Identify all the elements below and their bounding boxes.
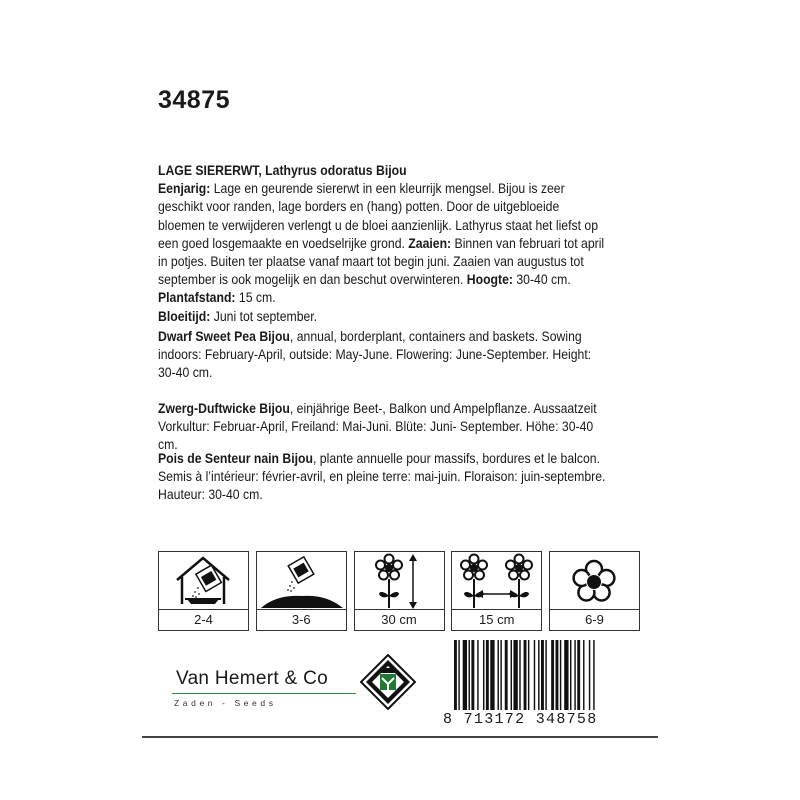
barcode-bar bbox=[490, 640, 494, 710]
sow-outdoors-box bbox=[256, 551, 347, 631]
barcode-bar bbox=[477, 640, 478, 710]
barcode-bar bbox=[564, 640, 568, 710]
dutch-text-1: Lage en geurende siererwt in een kleurrijk mengsel. Bijou is zeer geschikt voor randen, lage borders en (hang) potten. Door de uitgebloeide bloemen te verwijderen verlengt u de bloei aanzienlijk. Lathyrus staat het liefst op een goed losgemaakte en voedselrijke grond. bbox=[158, 181, 599, 251]
dutch-text-4: 15 cm. bbox=[235, 290, 276, 306]
barcode-bar bbox=[541, 640, 544, 710]
plant-spacing-label: 15 cm bbox=[452, 609, 541, 630]
french-description bbox=[158, 450, 608, 505]
barcode-number: 8 713172 348758 bbox=[443, 711, 598, 728]
van-hemert-logo-icon bbox=[360, 654, 416, 710]
barcode-bar bbox=[534, 640, 535, 710]
plant-height-icon bbox=[355, 552, 444, 610]
english-description bbox=[158, 328, 608, 383]
barcode-bar bbox=[524, 640, 527, 710]
flowering-label: 6-9 bbox=[550, 609, 639, 630]
sow-indoors-box bbox=[158, 551, 249, 631]
brand-name: Van Hemert & Co bbox=[176, 668, 328, 689]
barcode-bar bbox=[556, 640, 559, 710]
dutch-title: LAGE SIERERWT, Lathyrus odoratus Bijou bbox=[158, 163, 407, 178]
barcode-bar bbox=[513, 640, 517, 710]
barcode-bar bbox=[593, 640, 594, 710]
barcode-bar bbox=[538, 640, 539, 710]
dutch-text-2: Binnen van februari tot april in potjes. Buiten ter plaatse vanaf maart tot begin juni. Zaaien van augustus tot september is ook mogelijk en dan beschut overwinteren. bbox=[158, 235, 605, 288]
barcode-bar bbox=[570, 640, 571, 710]
label-annual: Eenjarig: bbox=[158, 181, 211, 197]
brand-underline bbox=[172, 693, 356, 694]
barcode-bar bbox=[500, 640, 501, 710]
sow-indoors-icon bbox=[159, 552, 248, 610]
english-text: , annual, borderplant, containers and baskets. Sowing indoors: February-April, outside: May-June. Flowering: June-September. Height: 30-40 cm. bbox=[158, 329, 592, 381]
plant-height-label: 30 cm bbox=[355, 609, 444, 630]
barcode-bar bbox=[498, 640, 499, 710]
plant-height-box bbox=[354, 551, 445, 631]
barcode-bar bbox=[519, 640, 520, 710]
barcode-bar bbox=[511, 640, 512, 710]
barcode bbox=[454, 640, 636, 710]
bottom-divider bbox=[142, 736, 658, 738]
barcode-bar bbox=[469, 640, 470, 710]
english-name: Dwarf Sweet Pea Bijou bbox=[158, 329, 290, 344]
barcode-bar bbox=[577, 640, 580, 710]
barcode-bar bbox=[551, 640, 554, 710]
barcode-bar bbox=[528, 640, 529, 710]
sow-indoors-label: 2-4 bbox=[159, 609, 248, 630]
article-number: 34875 bbox=[158, 86, 231, 114]
french-name: Pois de Senteur nain Bijou bbox=[158, 451, 313, 466]
german-description bbox=[158, 400, 608, 455]
flowering-icon bbox=[550, 552, 639, 610]
barcode-bar bbox=[589, 640, 590, 710]
barcode-bar bbox=[483, 640, 484, 710]
barcode-bar bbox=[505, 640, 508, 710]
barcode-bar bbox=[560, 640, 561, 710]
sow-outdoors-icon bbox=[257, 552, 346, 610]
german-name: Zwerg-Duftwicke Bijou bbox=[158, 401, 290, 416]
french-text: , plante annuelle pour massifs, bordures et le balcon. Semis à l’intérieur: février-avril, en pleine terre: mai-juin. Floraison: juin-septembre. Hauteur: 30-40 cm. bbox=[158, 451, 606, 503]
brand-tagline: Zaden - Seeds bbox=[174, 698, 277, 708]
barcode-bar bbox=[463, 640, 467, 710]
sow-outdoors-label: 3-6 bbox=[257, 609, 346, 630]
barcode-bar bbox=[574, 640, 575, 710]
barcode-bar bbox=[454, 640, 457, 710]
barcode-bar bbox=[471, 640, 474, 710]
label-height: Hoogte: bbox=[466, 272, 513, 288]
barcode-bar bbox=[545, 640, 546, 710]
flowering-box bbox=[549, 551, 640, 631]
label-sowing: Zaaien: bbox=[408, 235, 452, 251]
dutch-text-5: Juni tot september. bbox=[210, 308, 318, 324]
plant-spacing-icon bbox=[452, 552, 541, 610]
label-bloom: Bloeitijd: bbox=[158, 308, 211, 324]
dutch-description bbox=[158, 162, 608, 326]
label-spacing: Plantafstand: bbox=[158, 290, 236, 306]
german-text: , einjährige Beet-, Balkon und Ampelpflanze. Aussaatzeit Vorkultur: Februar-April, Freiland: Mai-Juni. Blüte: Juni- September. Höhe: 30-40 cm. bbox=[158, 401, 597, 453]
barcode-bar bbox=[583, 640, 584, 710]
plant-spacing-box bbox=[451, 551, 542, 631]
barcode-bar bbox=[486, 640, 489, 710]
barcode-bar bbox=[458, 640, 459, 710]
cultivation-icons bbox=[158, 551, 640, 633]
dutch-text-3: 30-40 cm. bbox=[512, 272, 571, 288]
